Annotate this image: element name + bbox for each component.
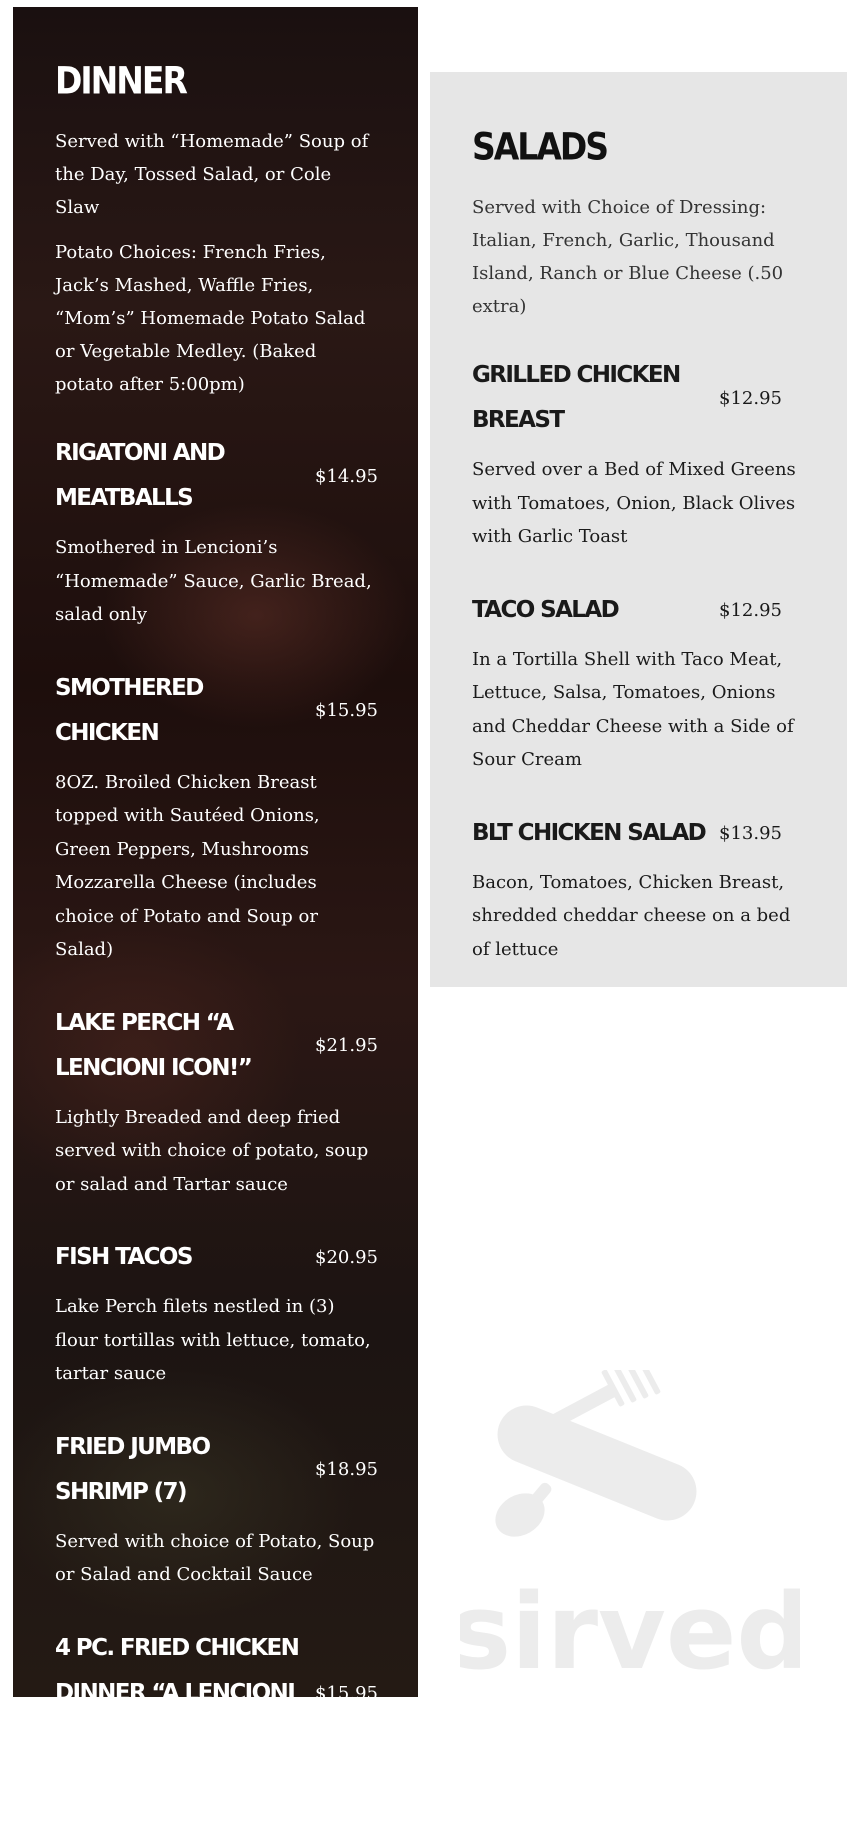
menu-item-name: GRILLED CHICKEN BREAST [472,362,680,433]
menu-item-name: BLT CHICKEN SALAD [472,819,706,846]
menu-item-description: Served over a Bed of Mixed Greens with Tomatoes, Onion, Black Olives with Garlic Toast [472,459,796,547]
menu-item-header [472,811,807,856]
fork-spoon-icon [460,1370,800,1680]
menu-item-description: In a Tortilla Shell with Taco Meat, Lettuce, Salsa, Tomatoes, Onions and Cheddar Cheese with a Side of Sour Cream [472,648,794,770]
menu-item-description: Bacon, Tomatoes, Chicken Breast, shredded cheddar cheese on a bed of lettuce [472,871,791,960]
menu-item-description: Lake Perch filets nestled in (3) flour tortillas with lettuce, tomato, tartar sauce [55,1296,371,1384]
menu-item [55,1626,378,1838]
menu-item-price: $15.95 [315,700,378,721]
dinner-intro-potatoes: Potato Choices: French Fries, Jack’s Mashed, Waffle Fries, “Mom’s” Homemade Potato Salad or Vegetable Medley. (Baked potato after 5:00pm) [55,242,366,395]
menu-item-name: RIGATONI AND MEATBALLS [55,440,225,511]
salads-title: SALADS [472,124,608,169]
dinner-intro-sides: Served with “Homemade” Soup of the Day, Tossed Salad, or Cole Slaw [55,131,369,218]
menu-item-header [472,353,807,443]
menu-item-description: Lightly Breaded and deep fried served with choice of potato, soup or salad and Tartar sauce [55,1106,369,1195]
menu-item-price: $15.95 [315,1682,378,1704]
menu-item-description: Served with choice of Potato, Soup or Salad and Cocktail Sauce [55,1530,375,1585]
menu-item-name: TACO SALAD [472,596,619,623]
menu-item-header [55,666,378,756]
menu-item-name: 4 PC. FRIED CHICKEN DINNER “A LENCIONI SPECIALTY!” [55,1634,299,1751]
menu-item-description: Served with choice of Potato and Soup or Salad [55,1776,357,1831]
menu-item [472,588,807,777]
menu-item-price: $20.95 [315,1247,378,1268]
menu-item-description: 8OZ. Broiled Chicken Breast topped with Sautéed Onions, Green Peppers, Mushrooms Mozzarella Cheese (includes choice of Potato and Soup or Salad) [55,771,320,960]
dinner-title: DINNER [55,58,186,103]
menu-item-header [55,1425,378,1515]
watermark-text: sirved [460,1571,800,1680]
menu-item [55,431,378,632]
menu-item-price: $14.95 [315,465,378,487]
menu-item-name: SMOTHERED CHICKEN [55,674,203,746]
menu-item [55,1235,378,1391]
menu-item [472,811,807,967]
menu-item-price: $21.95 [315,1035,378,1056]
salads-intro: Served with Choice of Dressing: Italian, French, Garlic, Thousand Island, Ranch or Blue Cheese (.50 extra) [472,197,784,317]
menu-item-description: Smothered in Lencioni’s “Homemade” Sauce, Garlic Bread, salad only [55,537,372,625]
menu-item-header [55,431,378,521]
salads-section [430,72,847,987]
menu-item [55,1001,378,1202]
menu-item-name: FRIED JUMBO SHRIMP (7) [55,1433,210,1505]
menu-item-price: $12.95 [719,599,782,621]
menu-item-header [55,1626,378,1761]
sirved-watermark [460,1370,800,1680]
menu-item [472,353,807,554]
menu-item-price: $18.95 [315,1459,378,1480]
menu-item-price: $13.95 [719,822,782,844]
menu-item-header [472,588,807,633]
dinner-section [13,7,418,1831]
menu-item [55,1425,378,1592]
menu-item-price: $12.95 [719,387,782,409]
menu-item-header [55,1001,378,1091]
menu-item-header [55,1235,378,1280]
menu-item [55,666,378,967]
menu-item-name: LAKE PERCH “A LENCIONI ICON!” [55,1009,252,1081]
menu-item-name: FISH TACOS [55,1244,192,1270]
